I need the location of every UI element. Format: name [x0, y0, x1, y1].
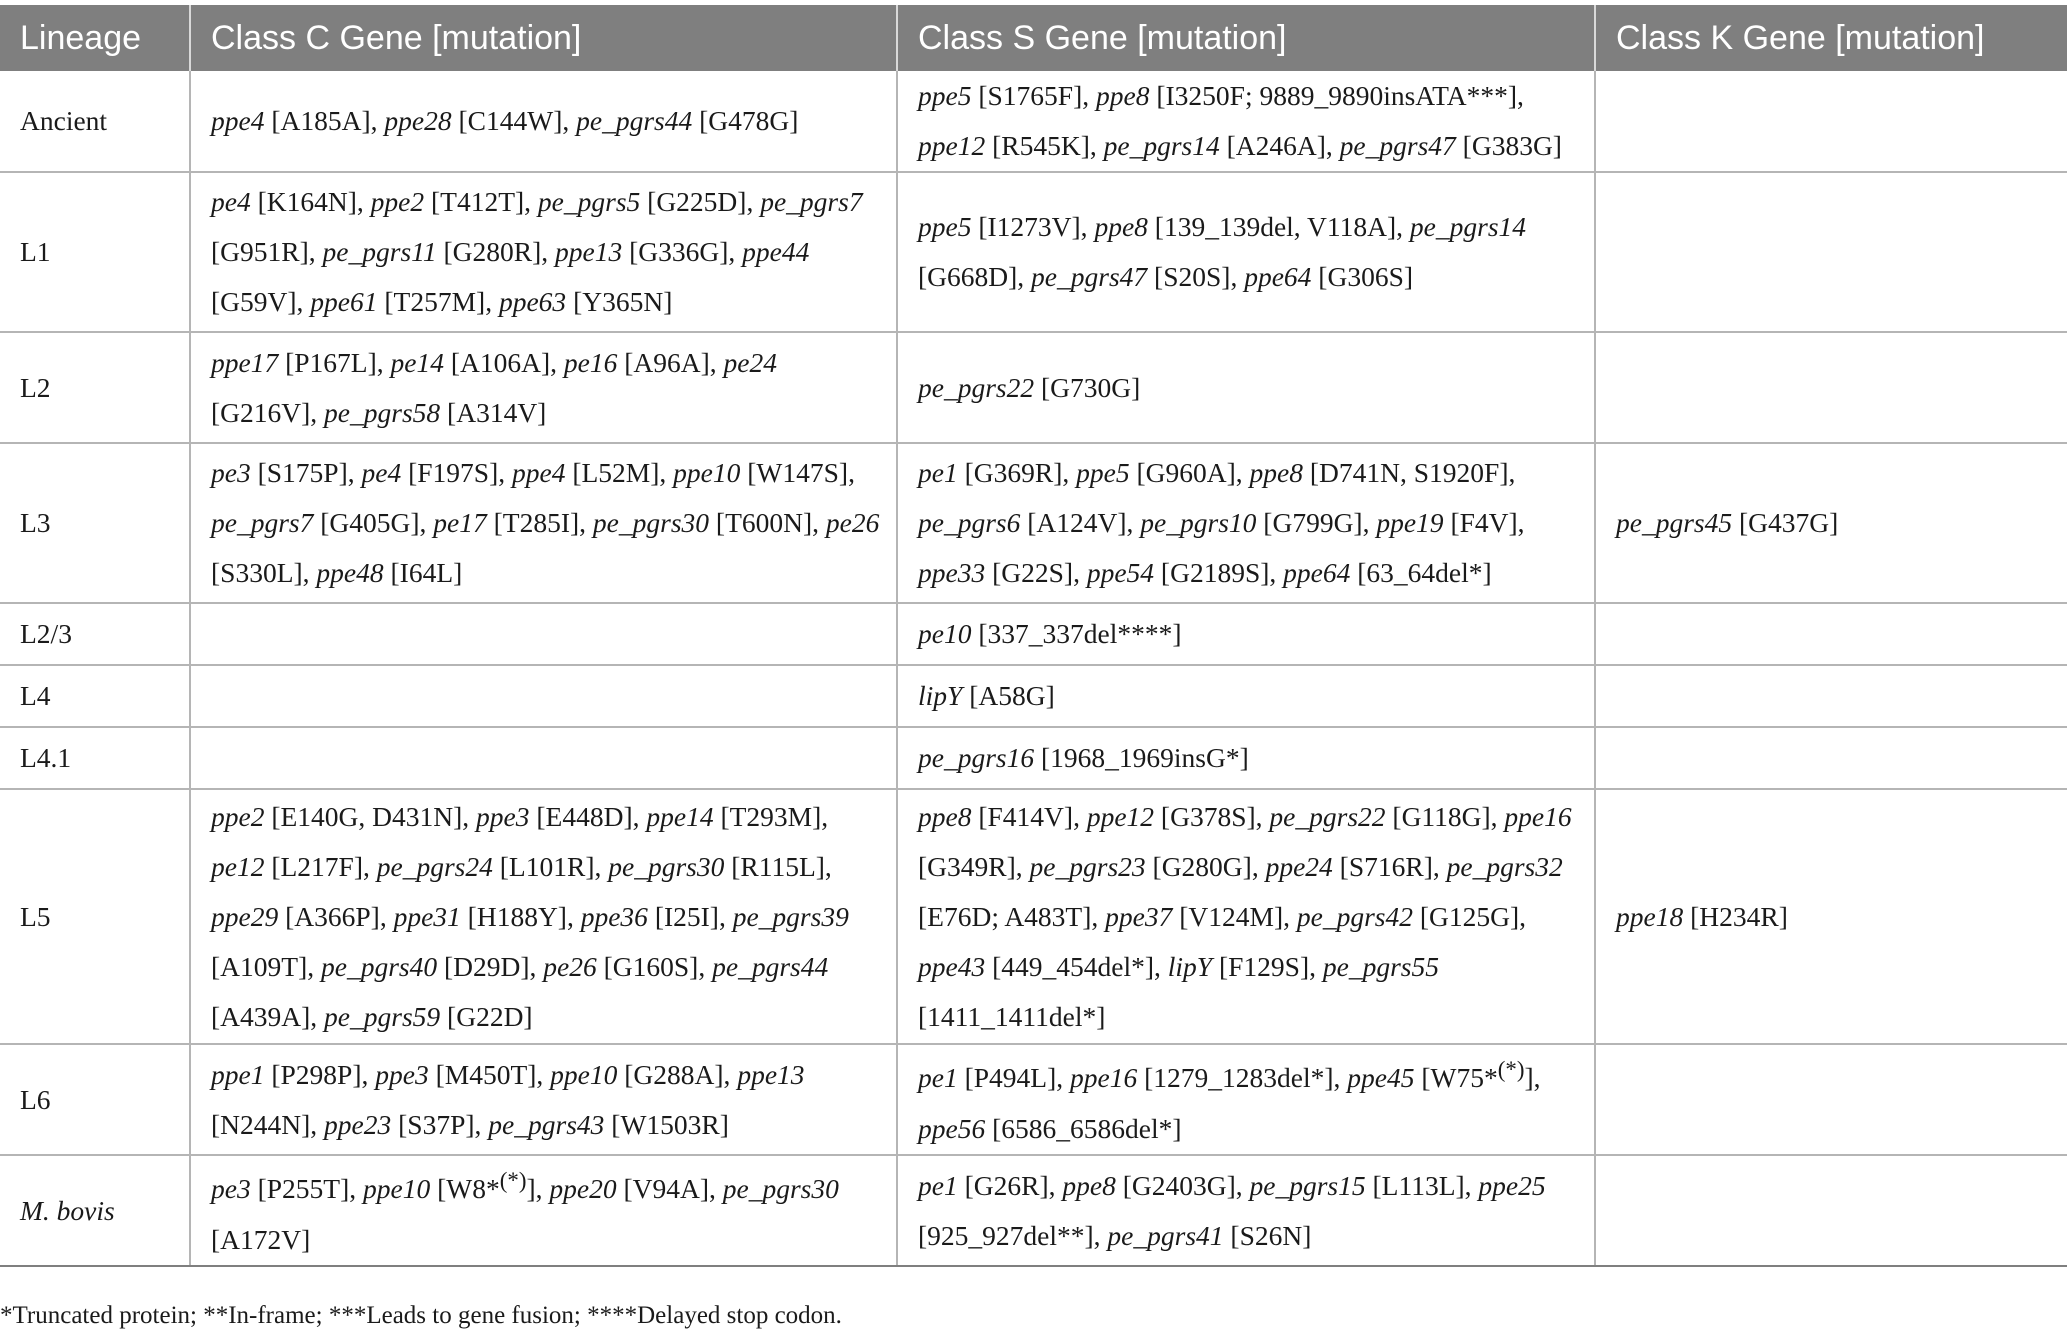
class-k-cell — [1595, 332, 2067, 443]
class-k-cell — [1595, 727, 2067, 789]
class-k-cell — [1595, 603, 2067, 665]
lineage-cell: L4.1 — [0, 727, 190, 789]
class-s-cell: pe_pgrs16 [1968_1969insG*] — [897, 727, 1595, 789]
header-row — [0, 5, 2067, 71]
table-row — [0, 789, 2067, 1044]
table-row — [0, 665, 2067, 727]
lineage-cell: L5 — [0, 789, 190, 1044]
class-s-cell: pe1 [P494L], ppe16 [1279_1283del*], ppe45 [W75*(*)], ppe56 [6586_6586del*] — [897, 1044, 1595, 1155]
class-c-cell: pe3 [S175P], pe4 [F197S], ppe4 [L52M], ppe10 [W147S], pe_pgrs7 [G405G], pe17 [T285I], pe_pgrs30 [T600N], pe26 [S330L], ppe48 [I64L] — [190, 443, 897, 603]
class-c-cell — [190, 665, 897, 727]
lineage-cell: L1 — [0, 172, 190, 332]
lineage-cell: L2 — [0, 332, 190, 443]
class-s-cell: pe1 [G26R], ppe8 [G2403G], pe_pgrs15 [L113L], ppe25 [925_927del**], pe_pgrs41 [S26N] — [897, 1155, 1595, 1266]
table-row — [0, 443, 2067, 603]
table-row — [0, 1155, 2067, 1266]
class-s-cell: lipY [A58G] — [897, 665, 1595, 727]
lineage-cell: L6 — [0, 1044, 190, 1155]
class-k-cell — [1595, 71, 2067, 172]
header-class-s: Class S Gene [mutation] — [897, 5, 1595, 71]
lineage-cell: M. bovis — [0, 1155, 190, 1266]
class-k-cell — [1595, 665, 2067, 727]
class-s-cell: ppe5 [I1273V], ppe8 [139_139del, V118A], pe_pgrs14 [G668D], pe_pgrs47 [S20S], ppe64 [G306S] — [897, 172, 1595, 332]
table-row — [0, 332, 2067, 443]
class-s-cell: pe1 [G369R], ppe5 [G960A], ppe8 [D741N, S1920F], pe_pgrs6 [A124V], pe_pgrs10 [G799G], ppe19 [F4V], ppe33 [G22S], ppe54 [G2189S], ppe64 [63_64del*] — [897, 443, 1595, 603]
class-k-cell — [1595, 172, 2067, 332]
mutation-table — [0, 5, 2067, 1267]
table-footnote: *Truncated protein; **In-frame; ***Leads to gene fusion; ****Delayed stop codon. — [0, 1302, 842, 1329]
lineage-cell: L4 — [0, 665, 190, 727]
lineage-cell: L3 — [0, 443, 190, 603]
table-row — [0, 71, 2067, 172]
lineage-cell: L2/3 — [0, 603, 190, 665]
class-c-cell: pe4 [K164N], ppe2 [T412T], pe_pgrs5 [G225D], pe_pgrs7 [G951R], pe_pgrs11 [G280R], ppe13 [G336G], ppe44 [G59V], ppe61 [T257M], ppe63 [Y365N] — [190, 172, 897, 332]
lineage-cell: Ancient — [0, 71, 190, 172]
class-c-cell — [190, 727, 897, 789]
class-c-cell: ppe2 [E140G, D431N], ppe3 [E448D], ppe14 [T293M], pe12 [L217F], pe_pgrs24 [L101R], pe_pgrs30 [R115L], ppe29 [A366P], ppe31 [H188Y], ppe36 [I25I], pe_pgrs39 [A109T], pe_pgrs40 [D29D], pe26 [G160S], pe_pgrs44 [A439A], pe_pgrs59 [G22D] — [190, 789, 897, 1044]
class-s-cell: pe10 [337_337del****] — [897, 603, 1595, 665]
header-class-c: Class C Gene [mutation] — [190, 5, 897, 71]
class-c-cell — [190, 603, 897, 665]
table-row — [0, 1044, 2067, 1155]
table-row — [0, 603, 2067, 665]
table-row — [0, 727, 2067, 789]
class-k-cell: ppe18 [H234R] — [1595, 789, 2067, 1044]
class-c-cell: pe3 [P255T], ppe10 [W8*(*)], ppe20 [V94A], pe_pgrs30 [A172V] — [190, 1155, 897, 1266]
class-s-cell: ppe8 [F414V], ppe12 [G378S], pe_pgrs22 [G118G], ppe16 [G349R], pe_pgrs23 [G280G], ppe24 [S716R], pe_pgrs32 [E76D; A483T], ppe37 [V124M], pe_pgrs42 [G125G], ppe43 [449_454del*], lipY [F129S], pe_pgrs55 [1411_1411del*] — [897, 789, 1595, 1044]
class-s-cell: ppe5 [S1765F], ppe8 [I3250F; 9889_9890insATA***], ppe12 [R545K], pe_pgrs14 [A246A], pe_pgrs47 [G383G] — [897, 71, 1595, 172]
class-c-cell: ppe1 [P298P], ppe3 [M450T], ppe10 [G288A], ppe13 [N244N], ppe23 [S37P], pe_pgrs43 [W1503R] — [190, 1044, 897, 1155]
class-k-cell — [1595, 1044, 2067, 1155]
class-c-cell: ppe4 [A185A], ppe28 [C144W], pe_pgrs44 [G478G] — [190, 71, 897, 172]
header-lineage: Lineage — [0, 5, 190, 71]
class-c-cell: ppe17 [P167L], pe14 [A106A], pe16 [A96A], pe24 [G216V], pe_pgrs58 [A314V] — [190, 332, 897, 443]
class-k-cell: pe_pgrs45 [G437G] — [1595, 443, 2067, 603]
header-class-k: Class K Gene [mutation] — [1595, 5, 2067, 71]
class-k-cell — [1595, 1155, 2067, 1266]
class-s-cell: pe_pgrs22 [G730G] — [897, 332, 1595, 443]
table-row — [0, 172, 2067, 332]
